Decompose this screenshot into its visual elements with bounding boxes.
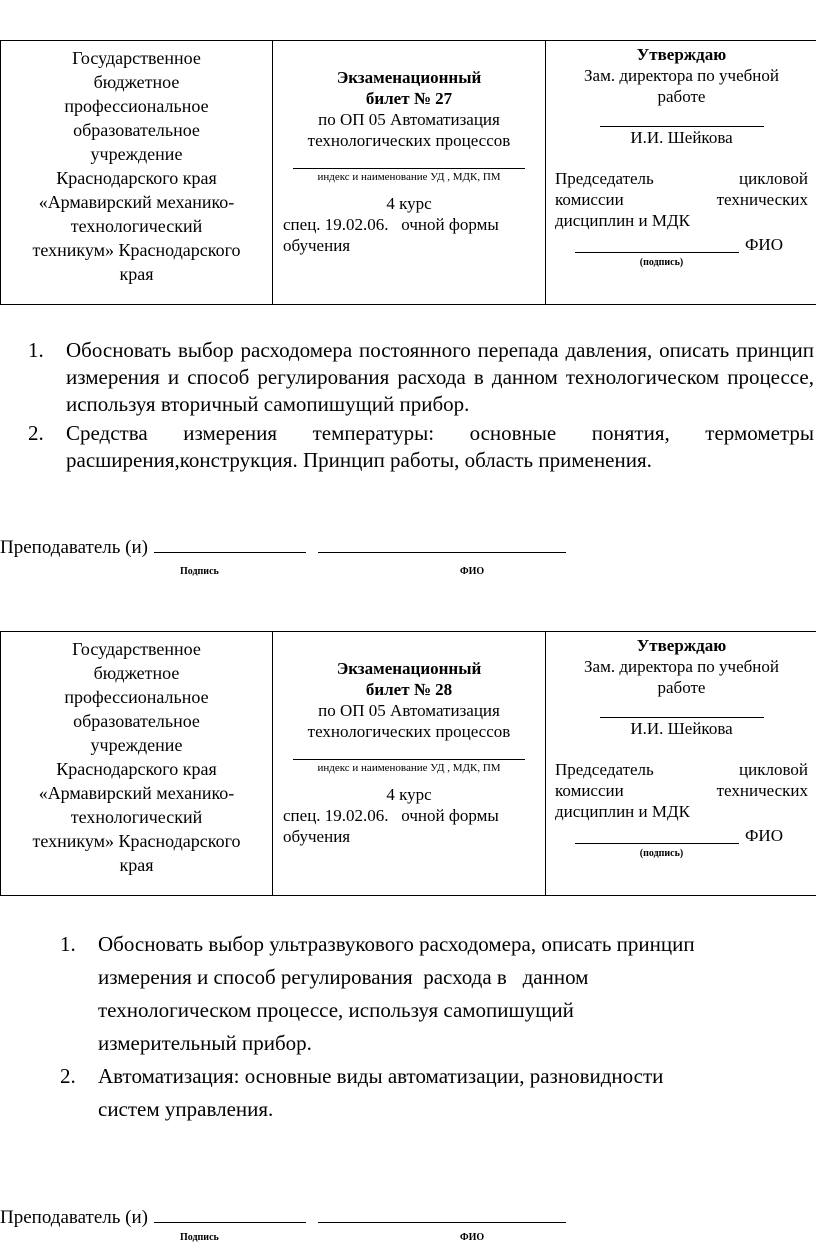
ticket-27-questions <box>22 337 816 474</box>
question-number: 2. <box>28 421 44 445</box>
approve-label: Утверждаю <box>636 636 727 655</box>
ticket-28-header-table <box>0 631 816 896</box>
chair-title: дисциплин и МДК <box>555 802 690 821</box>
org-line: техникум» Краснодарского <box>32 240 241 260</box>
deputy-title: работе <box>657 87 706 106</box>
study-form: обучения <box>283 827 351 846</box>
course: 4 курс <box>386 194 432 213</box>
chair-title: комиссии технических <box>555 781 808 800</box>
teacher-fio-line <box>318 536 566 553</box>
question-text: Обосновать выбор расходомера постоянного перепада давления, описать принцип измерения и способ регулирования расхода в данном технологическом процессе, используя вторичный самопишущий прибор. <box>66 338 814 416</box>
question-text-line: измерения и способ регулирования расхода в данном <box>98 965 589 989</box>
approve-label: Утверждаю <box>636 45 727 64</box>
org-line: бюджетное <box>93 72 180 92</box>
question-text: Средства измерения температуры: основные понятия, термометры расширения,конструкция. Принцип работы, область применения. <box>66 421 814 472</box>
chair-signature-row <box>555 825 808 847</box>
deputy-title: Зам. директора по учебной <box>584 657 779 676</box>
org-line: Краснодарского края <box>56 168 217 188</box>
teacher-line <box>0 536 566 559</box>
question-number: 2. <box>60 1064 76 1088</box>
question-number: 1. <box>60 932 76 956</box>
subject-line: технологических процессов <box>307 131 511 150</box>
org-line: образовательное <box>73 120 200 140</box>
org-cell <box>1 632 273 896</box>
teacher-fio-line <box>318 1206 566 1223</box>
chair-signature-line <box>575 843 739 844</box>
teacher-label: Преподаватель (и) <box>0 537 148 558</box>
index-caption: индекс и наименование УД , МДК, ПМ <box>317 171 501 183</box>
question-item <box>22 420 816 474</box>
teacher-sign-caption: Подпись <box>180 1232 219 1243</box>
question-item <box>60 1060 816 1126</box>
index-underline <box>293 759 525 760</box>
question-text-line: систем управления. <box>98 1097 274 1121</box>
subject-line: по ОП 05 Автоматизация <box>318 701 500 720</box>
ticket-title: Экзаменационный <box>336 68 482 87</box>
org-line: профессиональное <box>64 687 209 707</box>
ticket-number: билет № 28 <box>365 680 453 699</box>
course: 4 курс <box>386 785 432 804</box>
org-line: «Армавирский механико- <box>38 192 235 212</box>
org-line: учреждение <box>90 144 183 164</box>
teacher-sign-caption: Подпись <box>180 566 219 577</box>
approval-cell <box>546 41 816 305</box>
chair-title: Председатель цикловой <box>555 760 808 779</box>
chair-title: дисциплин и МДК <box>555 211 690 230</box>
chair-title: комиссии технических <box>555 190 808 209</box>
question-text <box>98 928 816 1060</box>
ticket-info-cell <box>273 632 546 896</box>
deputy-name: И.И. Шейкова <box>630 719 733 738</box>
ticket-info-cell <box>273 41 546 305</box>
index-caption: индекс и наименование УД , МДК, ПМ <box>317 762 501 774</box>
teacher-label: Преподаватель (и) <box>0 1207 148 1228</box>
question-text-line: измерительный прибор. <box>98 1031 312 1055</box>
ticket-27-header-table <box>0 40 816 305</box>
teacher-fio-caption: ФИО <box>460 1232 485 1243</box>
org-line: Краснодарского края <box>56 759 217 779</box>
question-text-line: Обосновать выбор ультразвукового расходомера, описать принцип <box>98 932 695 956</box>
teacher-fio-caption: ФИО <box>460 566 485 577</box>
teacher-signature-line <box>154 1206 306 1223</box>
deputy-name: И.И. Шейкова <box>630 128 733 147</box>
org-line: края <box>119 264 154 284</box>
org-line: Государственное <box>72 48 201 68</box>
chair-signature-row <box>555 234 808 256</box>
ticket-28-questions <box>60 928 816 1126</box>
approval-cell <box>546 632 816 896</box>
org-line: Государственное <box>72 639 201 659</box>
chair-signature-line <box>575 252 739 253</box>
org-line: технологический <box>70 216 203 236</box>
spec: спец. 19.02.06. очной формы <box>283 215 499 234</box>
org-line: технологический <box>70 807 203 827</box>
teacher-signature-line <box>154 536 306 553</box>
org-line: бюджетное <box>93 663 180 683</box>
deputy-title: работе <box>657 678 706 697</box>
org-line: учреждение <box>90 735 183 755</box>
org-cell <box>1 41 273 305</box>
subject-line: по ОП 05 Автоматизация <box>318 110 500 129</box>
spec: спец. 19.02.06. очной формы <box>283 806 499 825</box>
signature-caption: (подпись) <box>639 257 684 268</box>
question-text-line: Автоматизация: основные виды автоматизации, разновидности <box>98 1064 664 1088</box>
chair-title: Председатель цикловой <box>555 169 808 188</box>
question-text-line: технологическом процессе, используя самопишущий <box>98 998 574 1022</box>
teacher-line <box>0 1206 566 1229</box>
deputy-title: Зам. директора по учебной <box>584 66 779 85</box>
index-underline <box>293 168 525 169</box>
question-number: 1. <box>28 338 44 362</box>
subject-line: технологических процессов <box>307 722 511 741</box>
ticket-title: Экзаменационный <box>336 659 482 678</box>
org-line: профессиональное <box>64 96 209 116</box>
org-line: техникум» Краснодарского <box>32 831 241 851</box>
ticket-number: билет № 27 <box>365 89 453 108</box>
org-line: «Армавирский механико- <box>38 783 235 803</box>
question-item <box>22 337 816 418</box>
fio-label: ФИО <box>745 235 783 254</box>
study-form: обучения <box>283 236 351 255</box>
question-item <box>60 928 816 1060</box>
signature-caption: (подпись) <box>639 848 684 859</box>
org-line: образовательное <box>73 711 200 731</box>
fio-label: ФИО <box>745 826 783 845</box>
org-line: края <box>119 855 154 875</box>
question-text <box>98 1060 816 1126</box>
